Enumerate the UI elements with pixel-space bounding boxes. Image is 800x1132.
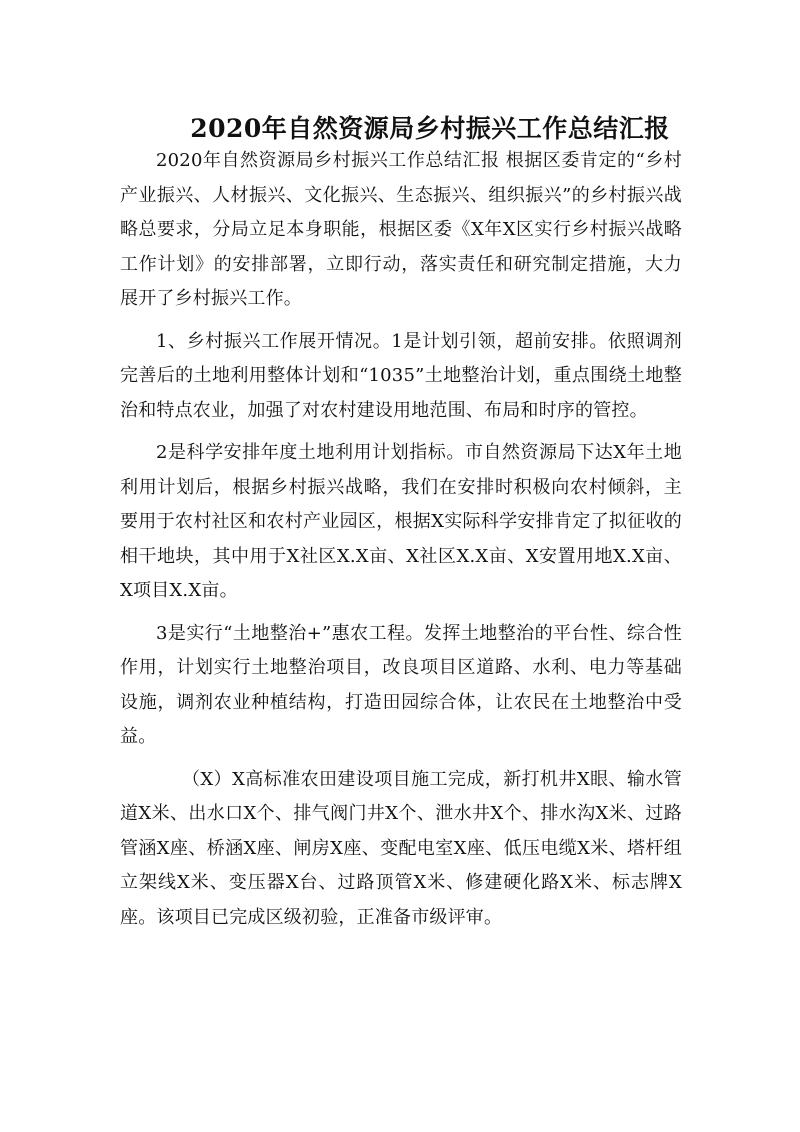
paragraph-section-2: 2是科学安排年度土地利用计划指标。市自然资源局下达X年土地利用计划后，根据乡村振兴战略，我们在安排时积极向农村倾斜，主要用于农村社区和农村产业园区，根据X实际科学安排肯定了拟征收的相干地块，其中用于X社区X.X亩、X社区X.X亩、X安置用地X.X亩、X项目X.X亩。: [120, 442, 682, 601]
paragraph-section-3: 3是实行“土地整治+”惠农工程。发挥土地整治的平台性、综合性作用，计划实行土地整治项目，改良项目区道路、水利、电力等基础设施，调剂农业种植结构，打造田园综合体，让农民在土地整治中受益。: [120, 622, 682, 747]
document-title: 2020年自然资源局乡村振兴工作总结汇报: [190, 113, 670, 143]
paragraph-intro: 2020年自然资源局乡村振兴工作总结汇报 根据区委肯定的“乡村产业振兴、人材振兴、文化振兴、生态振兴、组织振兴”的乡村振兴战略总要求，分局立足本身职能，根据区委《X年X区实行乡村振兴战略工作计划》的安排部署，立即行动，落实责任和研究制定措施，大力展开了乡村振兴工作。: [120, 150, 682, 309]
paragraph-project-details: （X）X高标准农田建设项目施工完成，新打机井X眼、输水管道X米、出水口X个、排气阀门井X个、泄水井X个、排水沟X米、过路管涵X座、桥涵X座、闸房X座、变配电室X座、低压电缆X米、塔杆组立架线X米、变压器X台、过路顶管X米、修建硬化路X米、标志牌X座。该项目已完成区级初验，正准备市级评审。: [120, 768, 682, 928]
paragraph-section-1: 1、乡村振兴工作展开情况。1是计划引领，超前安排。依照调剂完善后的土地利用整体计划和“1035”土地整治计划，重点围绕土地整治和特点农业，加强了对农村建设用地范围、布局和时序的管控。: [120, 330, 682, 421]
document-body: [120, 144, 682, 935]
